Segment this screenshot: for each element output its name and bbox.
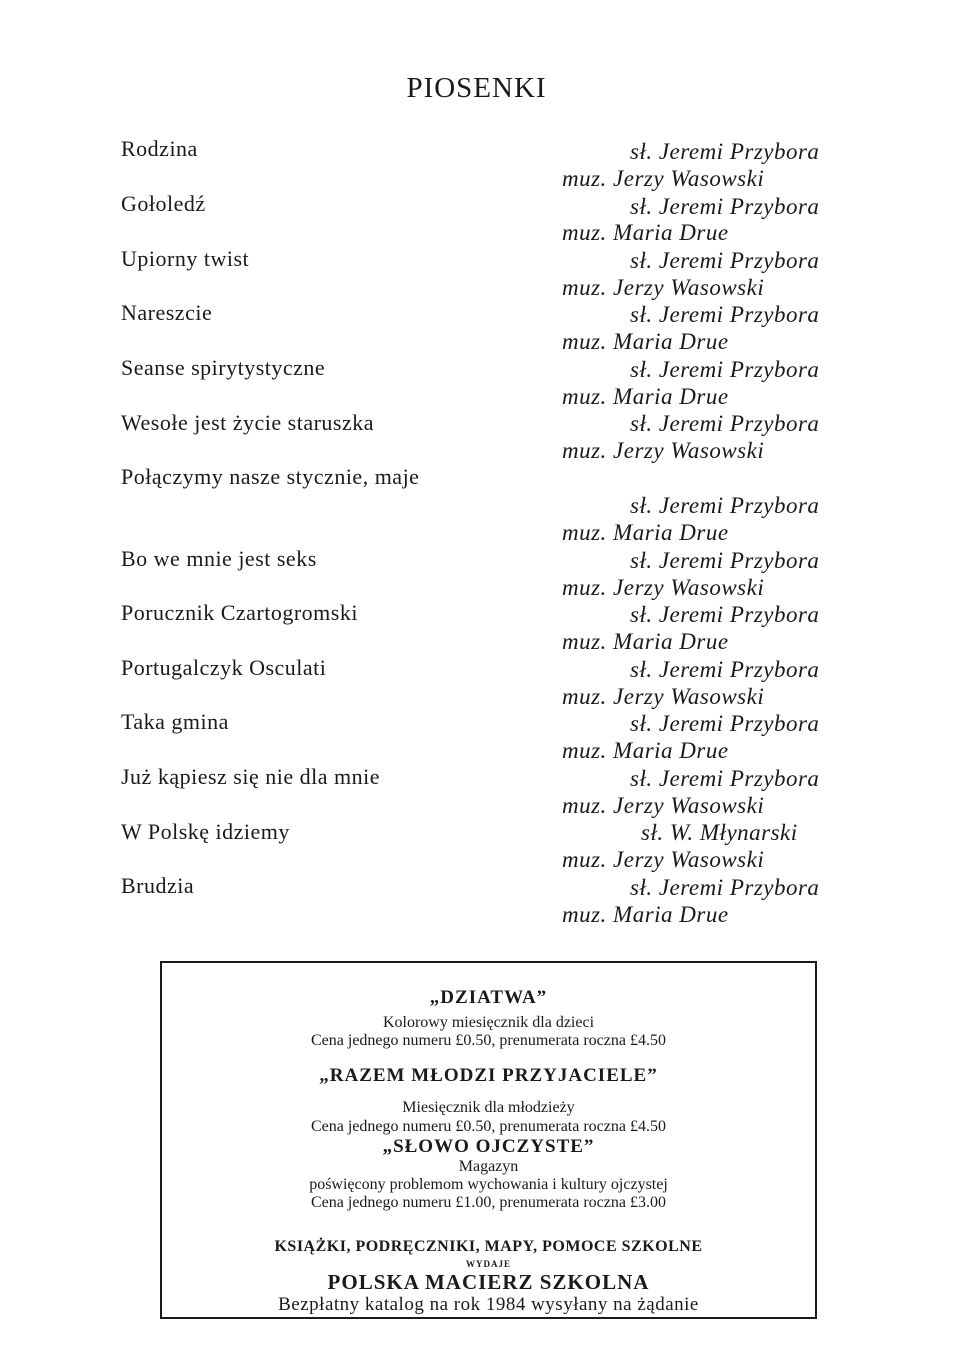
music-credit: muz. Maria Drue [562, 220, 729, 245]
publications-ad-box [160, 961, 817, 1319]
publication-price: Cena jednego numeru £0.50, prenumerata roczna £4.50 [311, 1118, 666, 1135]
music-credit: muz. Jerzy Wasowski [562, 793, 765, 818]
song-title: Wesołe jest życie staruszka [121, 410, 375, 435]
lyrics-credit: sł. W. Młynarski [641, 820, 798, 845]
lyrics-credit: sł. Jeremi Przybora [630, 302, 820, 327]
publication-description: poświęcony problemom wychowania i kultury ojczystej [309, 1176, 668, 1193]
lyrics-credit: sł. Jeremi Przybora [630, 657, 820, 682]
music-credit: muz. Maria Drue [562, 329, 729, 354]
song-title: Gołoledź [121, 191, 206, 216]
song-title: Upiorny twist [121, 246, 250, 271]
song-title: Porucznik Czartogromski [121, 600, 358, 625]
music-credit: muz. Jerzy Wasowski [562, 847, 765, 872]
music-credit: muz. Maria Drue [562, 520, 729, 545]
lyrics-credit: sł. Jeremi Przybora [630, 248, 820, 273]
music-credit: muz. Maria Drue [562, 902, 729, 927]
music-credit: muz. Jerzy Wasowski [562, 166, 765, 191]
lyrics-credit: sł. Jeremi Przybora [630, 357, 820, 382]
lyrics-credit: sł. Jeremi Przybora [630, 493, 820, 518]
publication-price: Cena jednego numeru £1.00, prenumerata roczna £3.00 [311, 1194, 666, 1211]
lyrics-credit: sł. Jeremi Przybora [630, 602, 820, 627]
publication-description: Magazyn [458, 1158, 519, 1175]
song-title: Bo we mnie jest seks [121, 546, 317, 571]
lyrics-credit: sł. Jeremi Przybora [630, 875, 820, 900]
lyrics-credit: sł. Jeremi Przybora [630, 411, 820, 436]
song-title: Połączymy nasze stycznie, maje [121, 464, 420, 489]
song-title: Taka gmina [121, 709, 229, 734]
publication-description: Kolorowy miesięcznik dla dzieci [382, 1014, 595, 1031]
music-credit: muz. Maria Drue [562, 384, 729, 409]
music-credit: muz. Jerzy Wasowski [562, 575, 765, 600]
music-credit: muz. Jerzy Wasowski [562, 275, 765, 300]
publisher-label: WYDAJE [465, 1259, 511, 1269]
publication-price: Cena jednego numeru £0.50, prenumerata roczna £4.50 [311, 1032, 666, 1049]
publication-name: „RAZEM MŁODZI PRZYJACIELE” [319, 1065, 658, 1086]
song-title: Nareszcie [121, 300, 213, 325]
lyrics-credit: sł. Jeremi Przybora [630, 711, 820, 736]
page-title: PIOSENKI [406, 72, 547, 104]
music-credit: muz. Jerzy Wasowski [562, 684, 765, 709]
song-title: Już kąpiesz się nie dla mnie [121, 764, 380, 789]
books-heading: KSIĄŻKI, PODRĘCZNIKI, MAPY, POMOCE SZKOLNE [274, 1238, 703, 1255]
song-title: Rodzina [121, 136, 198, 161]
song-title: Brudzia [121, 873, 195, 898]
catalog-note: Bezpłatny katalog na rok 1984 wysyłany na żądanie [278, 1294, 699, 1315]
song-title: Seanse spirytystyczne [121, 355, 326, 380]
song-title: Portugalczyk Osculati [121, 655, 327, 680]
publication-name: „SŁOWO OJCZYSTE” [382, 1136, 595, 1157]
publisher-name: POLSKA MACIERZ SZKOLNA [327, 1270, 650, 1294]
music-credit: muz. Maria Drue [562, 629, 729, 654]
lyrics-credit: sł. Jeremi Przybora [630, 548, 820, 573]
publication-name: „DZIATWA” [429, 987, 548, 1008]
music-credit: muz. Maria Drue [562, 738, 729, 763]
lyrics-credit: sł. Jeremi Przybora [630, 766, 820, 791]
music-credit: muz. Jerzy Wasowski [562, 438, 765, 463]
song-title: W Polskę idziemy [121, 819, 290, 844]
lyrics-credit: sł. Jeremi Przybora [630, 139, 820, 164]
lyrics-credit: sł. Jeremi Przybora [630, 194, 820, 219]
publication-description: Miesięcznik dla młodzieży [402, 1099, 575, 1116]
